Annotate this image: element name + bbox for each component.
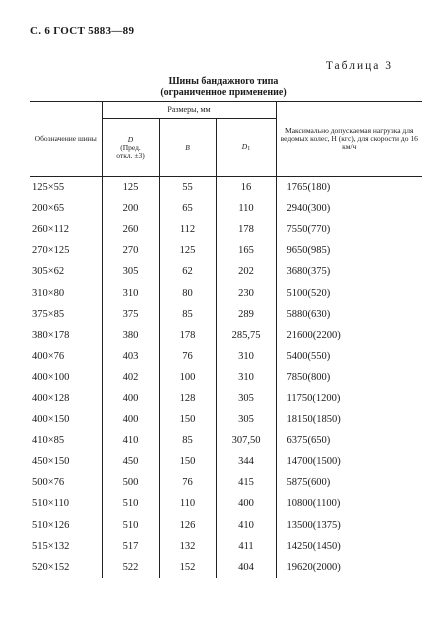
cell-d: 400 xyxy=(102,409,159,430)
table-row xyxy=(30,430,422,451)
cell-d1: 110 xyxy=(216,198,276,219)
cell-d1: 165 xyxy=(216,240,276,261)
cell-b: 128 xyxy=(159,388,216,409)
col-header-d xyxy=(102,119,159,177)
d1-subscript: 1 xyxy=(247,145,251,152)
cell-d: 510 xyxy=(102,493,159,514)
cell-load: 2940(300) xyxy=(286,203,331,215)
cell-d1: 404 xyxy=(216,557,276,578)
cell-d: 517 xyxy=(102,536,159,557)
cell-designation: 260×112 xyxy=(30,219,102,240)
cell-designation: 400×100 xyxy=(30,367,102,388)
cell-b: 85 xyxy=(159,304,216,325)
cell-d: 410 xyxy=(102,430,159,451)
cell-b: 112 xyxy=(159,219,216,240)
d-tolerance-line1: (Пред. xyxy=(120,142,141,152)
cell-b: 65 xyxy=(159,198,216,219)
table-row xyxy=(30,219,422,240)
cell-d1: 310 xyxy=(216,367,276,388)
cell-designation: 500×76 xyxy=(30,472,102,493)
cell-load: 5875(600) xyxy=(286,477,331,489)
cell-d: 450 xyxy=(102,451,159,472)
table-row xyxy=(30,388,422,409)
cell-d: 400 xyxy=(102,388,159,409)
cell-d1: 16 xyxy=(216,177,276,199)
cell-load: 5100(520) xyxy=(286,287,331,299)
cell-load: 18150(1850) xyxy=(286,414,341,426)
cell-d1: 230 xyxy=(216,282,276,303)
table-row xyxy=(30,346,422,367)
col-header-load: Максимально допускаемая нагрузка для ведомых колес, Н (кгс), для скорости до 16 км/ч xyxy=(280,126,418,151)
cell-d1: 410 xyxy=(216,515,276,536)
tire-table xyxy=(30,101,422,578)
cell-b: 62 xyxy=(159,261,216,282)
cell-b: 80 xyxy=(159,282,216,303)
cell-load: 14250(1450) xyxy=(286,540,341,552)
cell-d: 310 xyxy=(102,282,159,303)
cell-b: 152 xyxy=(159,557,216,578)
cell-b: 150 xyxy=(159,451,216,472)
table-row xyxy=(30,451,422,472)
table-title: Шины бандажного типа xyxy=(168,76,279,87)
cell-d: 305 xyxy=(102,261,159,282)
table-row xyxy=(30,282,422,303)
cell-b: 85 xyxy=(159,430,216,451)
cell-designation: 200×65 xyxy=(30,198,102,219)
d-symbol: D xyxy=(127,134,134,144)
table-label: Таблица 3 xyxy=(325,60,393,72)
cell-load: 5400(550) xyxy=(286,350,331,362)
cell-load: 7850(800) xyxy=(286,371,331,383)
table-row xyxy=(30,177,422,199)
table-row xyxy=(30,515,422,536)
cell-d1: 305 xyxy=(216,388,276,409)
table-row xyxy=(30,325,422,346)
cell-designation: 305×62 xyxy=(30,261,102,282)
table-row xyxy=(30,367,422,388)
cell-d: 403 xyxy=(102,346,159,367)
cell-designation: 450×150 xyxy=(30,451,102,472)
cell-load: 14700(1500) xyxy=(286,456,341,468)
col-header-dimensions: Размеры, мм xyxy=(102,102,276,119)
cell-designation: 380×178 xyxy=(30,325,102,346)
cell-load: 10800(1100) xyxy=(286,498,341,510)
cell-d: 375 xyxy=(102,304,159,325)
cell-designation: 400×128 xyxy=(30,388,102,409)
cell-d: 200 xyxy=(102,198,159,219)
cell-b: 110 xyxy=(159,493,216,514)
cell-load: 21600(2200) xyxy=(286,329,341,341)
table-row xyxy=(30,304,422,325)
table-body xyxy=(30,177,422,578)
col-header-designation: Обозначение шины xyxy=(30,102,102,177)
cell-b: 76 xyxy=(159,346,216,367)
cell-designation: 400×150 xyxy=(30,409,102,430)
cell-load: 13500(1375) xyxy=(286,519,341,531)
cell-load: 5880(630) xyxy=(286,308,331,320)
cell-load: 7550(770) xyxy=(286,224,331,236)
table-row xyxy=(30,198,422,219)
cell-d1: 411 xyxy=(216,536,276,557)
col-header-d1 xyxy=(216,119,276,177)
table-row xyxy=(30,472,422,493)
cell-load: 19620(2000) xyxy=(286,561,341,573)
cell-designation: 410×85 xyxy=(30,430,102,451)
cell-designation: 515×132 xyxy=(30,536,102,557)
cell-d1: 305 xyxy=(216,409,276,430)
cell-designation: 270×125 xyxy=(30,240,102,261)
cell-d: 510 xyxy=(102,515,159,536)
cell-designation: 125×55 xyxy=(30,177,102,199)
cell-load: 6375(650) xyxy=(286,435,331,447)
cell-d: 522 xyxy=(102,557,159,578)
cell-b: 100 xyxy=(159,367,216,388)
table-row xyxy=(30,536,422,557)
cell-d1: 307,50 xyxy=(216,430,276,451)
cell-load: 1765(180) xyxy=(286,182,331,194)
cell-d1: 310 xyxy=(216,346,276,367)
cell-designation: 400×76 xyxy=(30,346,102,367)
d-tolerance-line2: откл. ±3) xyxy=(116,150,145,160)
cell-d1: 202 xyxy=(216,261,276,282)
cell-d1: 178 xyxy=(216,219,276,240)
cell-b: 178 xyxy=(159,325,216,346)
cell-b: 76 xyxy=(159,472,216,493)
cell-load: 11750(1200) xyxy=(286,392,341,404)
cell-b: 55 xyxy=(159,177,216,199)
d1-symbol: D xyxy=(241,141,248,151)
table-row xyxy=(30,557,422,578)
cell-b: 150 xyxy=(159,409,216,430)
cell-d1: 285,75 xyxy=(216,325,276,346)
cell-d: 402 xyxy=(102,367,159,388)
cell-b: 125 xyxy=(159,240,216,261)
cell-d: 270 xyxy=(102,240,159,261)
cell-d1: 415 xyxy=(216,472,276,493)
cell-b: 126 xyxy=(159,515,216,536)
table-subtitle: (ограниченное применение) xyxy=(160,87,287,98)
table-row xyxy=(30,261,422,282)
col-header-b: B xyxy=(159,119,216,177)
cell-b: 132 xyxy=(159,536,216,557)
cell-d: 260 xyxy=(102,219,159,240)
cell-designation: 310×80 xyxy=(30,282,102,303)
cell-d1: 344 xyxy=(216,451,276,472)
cell-designation: 510×126 xyxy=(30,515,102,536)
cell-d1: 400 xyxy=(216,493,276,514)
table-row xyxy=(30,240,422,261)
cell-designation: 520×152 xyxy=(30,557,102,578)
cell-designation: 375×85 xyxy=(30,304,102,325)
cell-d: 125 xyxy=(102,177,159,199)
cell-d: 500 xyxy=(102,472,159,493)
cell-load: 9650(985) xyxy=(286,245,331,257)
table-row xyxy=(30,493,422,514)
cell-designation: 510×110 xyxy=(30,493,102,514)
cell-d1: 289 xyxy=(216,304,276,325)
cell-load: 3680(375) xyxy=(286,266,331,278)
page-header: С. 6 ГОСТ 5883—89 xyxy=(30,25,135,37)
table-row xyxy=(30,409,422,430)
cell-d: 380 xyxy=(102,325,159,346)
